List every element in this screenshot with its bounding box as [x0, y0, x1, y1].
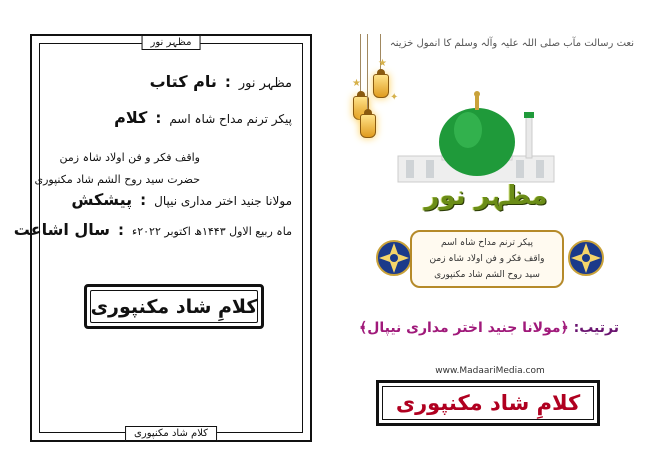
publication-year-row [13, 220, 292, 239]
credit-frame-line: واقف فکر و فن اولاد شاہ زمن [429, 254, 545, 264]
presented-value: مولانا جنید اختر مداری نیپال [154, 194, 292, 208]
compiler-prefix: ترتیب: [573, 320, 619, 336]
left-page-inner-border [13, 37, 303, 439]
book-title: مظہر نور [424, 181, 548, 211]
right-page-cover [340, 34, 640, 442]
kalam-credit-lines [30, 147, 200, 191]
colon: : [155, 109, 162, 127]
green-dome-icon [396, 86, 556, 184]
top-tab-label: مظہر نور [142, 35, 201, 50]
star-icon: ★ [378, 58, 387, 69]
kalam-row [77, 108, 292, 127]
publication-year-label: سال اشاعت [13, 220, 111, 239]
credit-frame [410, 230, 564, 288]
left-title-box: کلامِ شاد مکنپوری [84, 284, 264, 329]
presented-label: پیشکش [71, 190, 133, 209]
compiler-name: ﴿مولانا جنید اختر مداری نیپال﴾ [359, 320, 569, 336]
book-title-banner [424, 172, 548, 220]
credit-frame-line: سید روح الشم شاد مکنپوری [434, 270, 540, 280]
credit-line: واقف فکر و فن اولاد شاہ زمن [59, 151, 200, 164]
ornament-icon [566, 238, 606, 278]
kalam-label: کلام [114, 108, 148, 127]
left-page [13, 34, 312, 442]
book-name-row [147, 72, 292, 91]
lantern-icon [360, 114, 376, 138]
bottom-tab-label: کلام شاد مکنپوری [125, 426, 217, 441]
cover-header-line: نعت رسالت مآب صلی اللہ علیہ وآلہ وسلم کا انمول خزینہ [389, 38, 634, 49]
ornament-icon [374, 238, 414, 278]
book-name-value: مظہر نور [238, 76, 292, 91]
compiler-line [344, 320, 634, 336]
right-title-box: کلامِ شاد مکنپوری [376, 380, 600, 426]
colon: : [224, 73, 231, 91]
credit-frame-line: پیکر ترنم مداح شاہ اسم [440, 238, 533, 248]
book-name-label: نام کتاب [149, 72, 217, 91]
publication-year-value: ماہ ربیع الاول ۱۴۴۳ھ اکتوبر ۲۰۲۲ء [132, 225, 292, 238]
lantern-icon [373, 74, 389, 98]
star-icon: ✦ [390, 92, 399, 103]
colon: : [118, 221, 125, 239]
lantern-chain [367, 34, 368, 114]
credit-line: حضرت سید روح الشم شاد مکنپوری [34, 173, 200, 186]
star-icon: ★ [352, 78, 361, 89]
kalam-value: پیکر ترنم مداح شاہ اسم [169, 112, 292, 126]
website-url: www.MadaariMedia.com [435, 366, 545, 376]
colon: : [140, 191, 147, 209]
presented-row [62, 190, 292, 209]
